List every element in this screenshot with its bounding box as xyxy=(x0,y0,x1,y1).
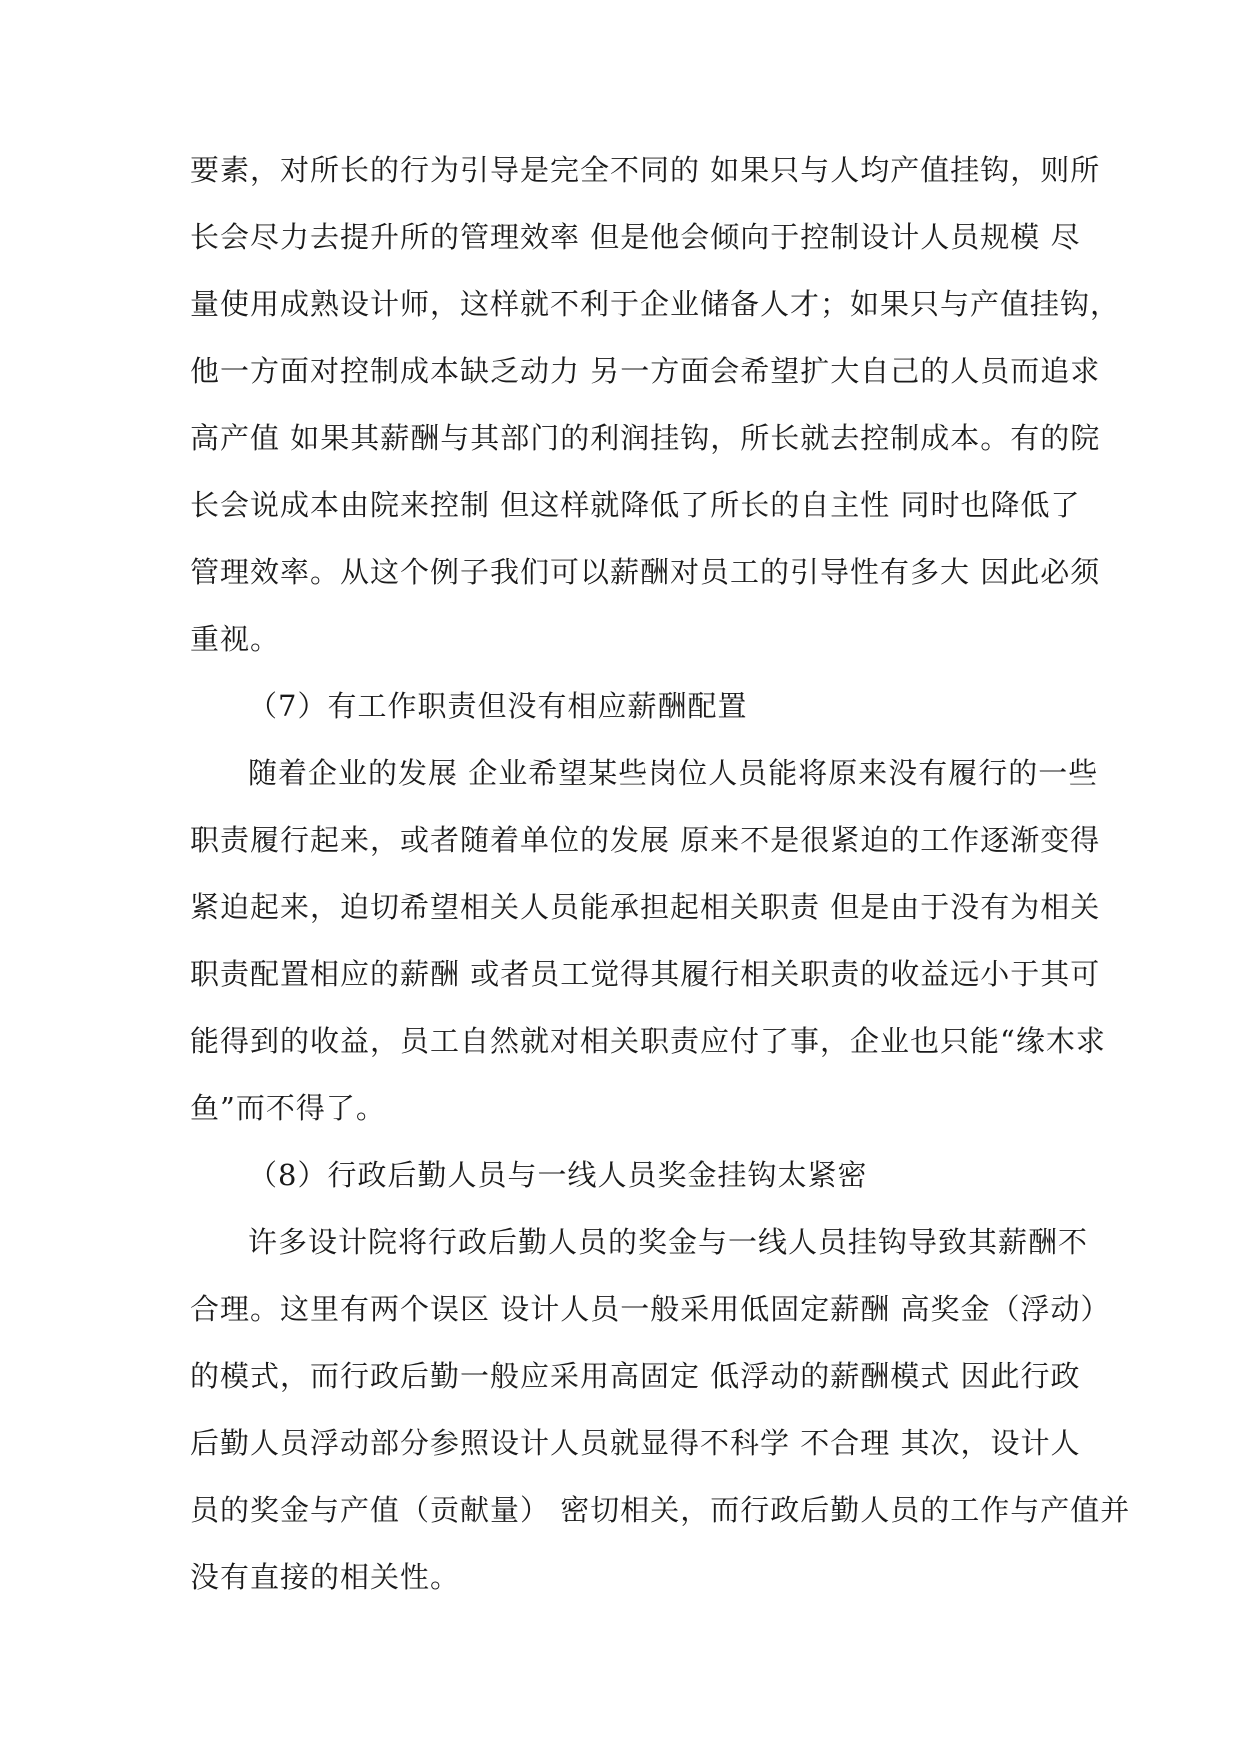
paragraph-2-line-5: 能得到的收益，员工自然就对相关职责应付了事，企业也只能“缘木求 xyxy=(190,1024,1106,1058)
paragraph-1-line-7: 管理效率。从这个例子我们可以薪酬对员工的引导性有多大 因此必须 xyxy=(190,555,1101,589)
paragraph-2-line-1: 随着企业的发展 企业希望某些岗位人员能将原来没有履行的一些 xyxy=(248,756,1099,790)
section-heading-8: （8）行政后勤人员与一线人员奖金挂钩太紧密 xyxy=(248,1158,868,1192)
paragraph-2-line-2: 职责履行起来，或者随着单位的发展 原来不是很紧迫的工作逐渐变得 xyxy=(190,823,1101,857)
paragraph-2-line-3: 紧迫起来，迫切希望相关人员能承担起相关职责 但是由于没有为相关 xyxy=(190,890,1101,924)
paragraph-3-line-3: 的模式，而行政后勤一般应采用高固定 低浮动的薪酬模式 因此行政 xyxy=(190,1359,1081,1393)
paragraph-2-line-6: 鱼”而不得了。 xyxy=(190,1091,386,1125)
paragraph-1-line-3: 量使用成熟设计师，这样就不利于企业储备人才；如果只与产值挂钩， xyxy=(190,287,1121,321)
paragraph-1-line-6: 长会说成本由院来控制 但这样就降低了所长的自主性 同时也降低了 xyxy=(190,488,1081,522)
paragraph-1-line-1: 要素，对所长的行为引导是完全不同的 如果只与人均产值挂钩，则所 xyxy=(190,153,1101,187)
section-heading-7: （7）有工作职责但没有相应薪酬配置 xyxy=(248,689,748,723)
paragraph-3-line-5: 员的奖金与产值（贡献量） 密切相关，而行政后勤人员的工作与产值并 xyxy=(190,1493,1131,1527)
paragraph-3-line-6: 没有直接的相关性。 xyxy=(190,1560,461,1594)
paragraph-3-line-2: 合理。这里有两个误区 设计人员一般采用低固定薪酬 高奖金（浮动） xyxy=(190,1292,1111,1326)
paragraph-1-line-8: 重视。 xyxy=(190,622,281,656)
paragraph-1-line-4: 他一方面对控制成本缺乏动力 另一方面会希望扩大自己的人员而追求 xyxy=(190,354,1101,388)
paragraph-1-line-5: 高产值 如果其薪酬与其部门的利润挂钩，所长就去控制成本。有的院 xyxy=(190,421,1101,455)
paragraph-3-line-4: 后勤人员浮动部分参照设计人员就显得不科学 不合理 其次，设计人 xyxy=(190,1426,1081,1460)
paragraph-2-line-4: 职责配置相应的薪酬 或者员工觉得其履行相关职责的收益远小于其可 xyxy=(190,957,1101,991)
paragraph-3-line-1: 许多设计院将行政后勤人员的奖金与一线人员挂钩导致其薪酬不 xyxy=(248,1225,1089,1259)
paragraph-1-line-2: 长会尽力去提升所的管理效率 但是他会倾向于控制设计人员规模 尽 xyxy=(190,220,1081,254)
